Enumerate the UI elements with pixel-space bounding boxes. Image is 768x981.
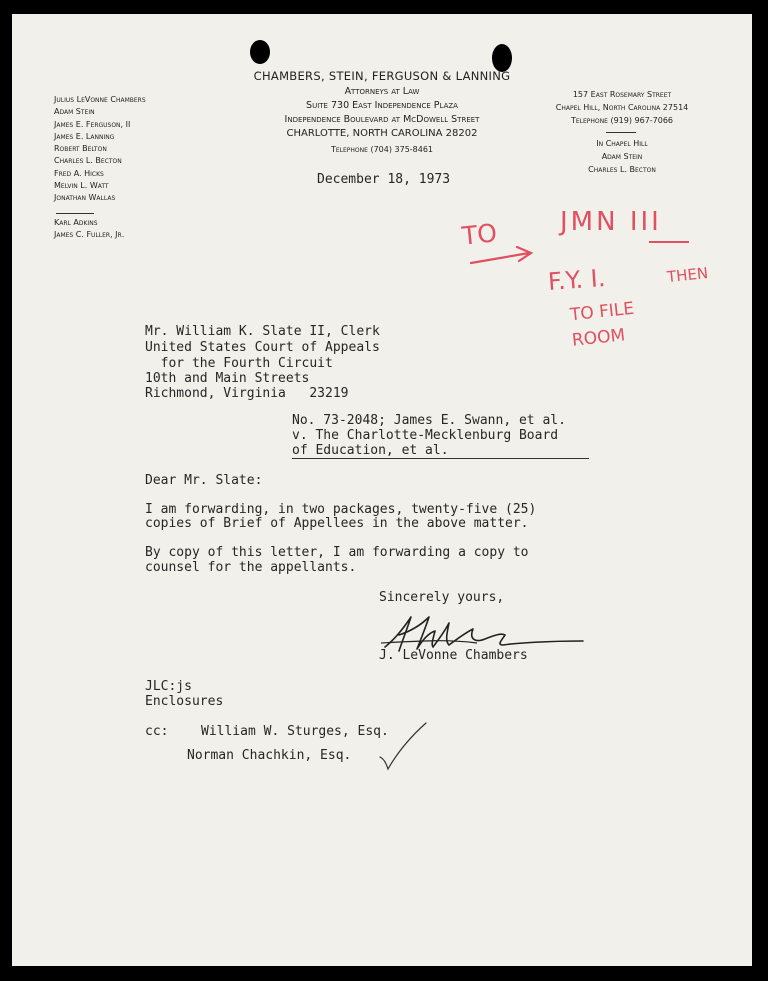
enclosures-note: Enclosures xyxy=(145,694,224,709)
attorney-name: Adam Stein xyxy=(54,107,95,117)
firm-suite: Suite 730 East Independence Plaza xyxy=(306,100,458,111)
handwritten-to-file: TO FILE xyxy=(569,298,636,326)
letter-date: December 18, 1973 xyxy=(317,172,451,187)
body-line: By copy of this letter, I am forwarding a copy to xyxy=(145,545,529,560)
firm-name: CHAMBERS, STEIN, FERGUSON & LANNING xyxy=(253,69,511,83)
reference-underline xyxy=(292,458,589,459)
handwritten-then: THEN xyxy=(666,263,709,287)
closing: Sincerely yours, xyxy=(379,590,505,605)
letter-page xyxy=(12,14,752,966)
addressee-line: United States Court of Appeals xyxy=(145,340,380,355)
attorney-name: Melvin L. Watt xyxy=(54,181,109,191)
handwritten-fyi: F.Y. I. xyxy=(547,264,607,296)
chapel-hill-name: Adam Stein xyxy=(601,152,643,161)
reference-line: of Education, et al. xyxy=(292,443,449,458)
cc-recipient: Norman Chachkin, Esq. xyxy=(187,748,352,763)
addressee-line: 10th and Main Streets xyxy=(145,371,310,386)
addressee-line: Mr. William K. Slate II, Clerk xyxy=(145,324,380,339)
handwritten-room: ROOM xyxy=(571,325,627,351)
signer-name: J. LeVonne Chambers xyxy=(379,648,528,663)
arrow-icon xyxy=(467,239,547,279)
salutation: Dear Mr. Slate: xyxy=(145,473,263,488)
punch-hole-right xyxy=(492,44,512,72)
chapel-hill-address: 157 East Rosemary Street xyxy=(572,90,672,99)
addressee-line: for the Fourth Circuit xyxy=(145,356,333,371)
body-line: copies of Brief of Appellees in the above matter. xyxy=(145,516,529,531)
firm-address: Independence Boulevard at McDowell Street xyxy=(284,114,480,125)
body-line: counsel for the appellants. xyxy=(145,560,357,575)
attorney-divider xyxy=(56,213,94,214)
attorney-name: Jonathan Wallas xyxy=(54,193,116,203)
attorney-name: James C. Fuller, Jr. xyxy=(54,230,125,240)
handwritten-to: TO xyxy=(460,218,499,251)
cc-label: cc: xyxy=(145,724,169,739)
checkmark-icon xyxy=(374,719,434,779)
punch-hole-left xyxy=(250,40,270,64)
attorney-list xyxy=(54,94,146,205)
chapel-hill-name: Charles L. Becton xyxy=(588,165,656,174)
chapel-hill-divider xyxy=(606,132,636,133)
handwritten-recipient: JMN III xyxy=(560,207,662,237)
attorney-name: Charles L. Becton xyxy=(54,156,122,166)
attorney-name: Fred A. Hicks xyxy=(54,168,104,178)
firm-city: CHARLOTTE, NORTH CAROLINA 28202 xyxy=(286,128,478,139)
attorney-name: Karl Adkins xyxy=(54,218,98,227)
attorney-name: James E. Lanning xyxy=(54,131,115,141)
firm-phone: Telephone (704) 375-8461 xyxy=(330,145,434,154)
reference-line: No. 73-2048; James E. Swann, et al. xyxy=(292,413,566,428)
cc-recipient: William W. Sturges, Esq. xyxy=(201,724,389,739)
typist-initials: JLC:js xyxy=(145,679,192,694)
chapel-hill-phone: Telephone (919) 967-7066 xyxy=(570,116,674,125)
body-line: I am forwarding, in two packages, twenty-five (25) xyxy=(145,502,537,517)
reference-line: v. The Charlotte-Mecklenburg Board xyxy=(292,428,559,443)
attorney-name: Julius LeVonne Chambers xyxy=(54,95,146,104)
firm-subtitle: Attorneys at Law xyxy=(344,86,420,97)
attorney-list-secondary xyxy=(54,217,124,242)
chapel-hill-label: In Chapel Hill xyxy=(596,139,648,148)
chapel-hill-city: Chapel Hill, North Carolina 27514 xyxy=(555,103,689,112)
addressee-line: Richmond, Virginia 23219 xyxy=(145,386,349,401)
attorney-name: Robert Belton xyxy=(54,144,107,154)
recipient-underline xyxy=(649,241,689,243)
attorney-name: James E. Ferguson, II xyxy=(54,119,131,129)
